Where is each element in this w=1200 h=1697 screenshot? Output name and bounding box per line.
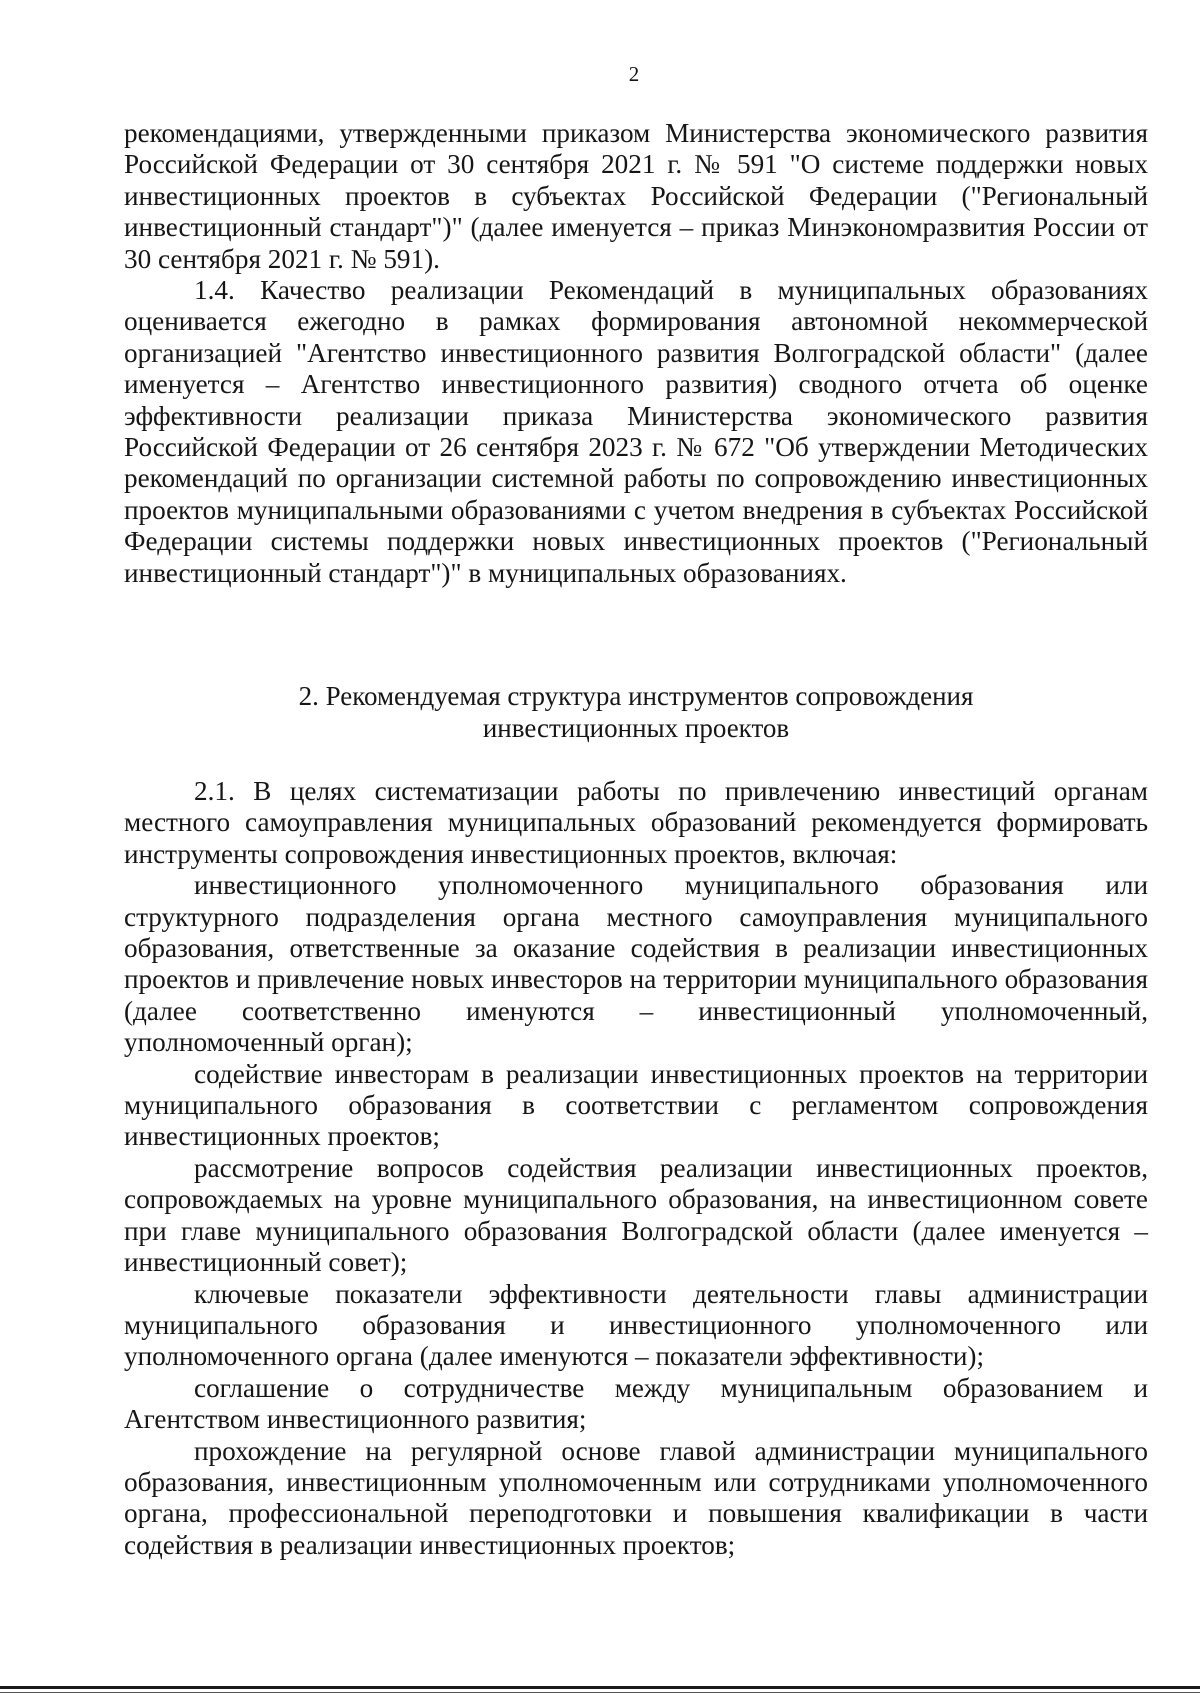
list-item-cooperation-agreement: соглашение о сотрудничестве между муниципальным образованием и Агентством инвестиционного развития; — [124, 1372, 1148, 1435]
list-item-investment-commissioner: инвестиционного уполномоченного муниципального образования или структурного подразделения органа местного самоуправления муниципального образования, ответственные за оказание содействия в реализации инвестиционных проектов и привлечение новых инвесторов на территории муниципального образования (далее соответственно именуются – инвестиционный уполномоченный, уполномоченный орган); — [124, 870, 1148, 1058]
bottom-border-line — [0, 1686, 1200, 1689]
paragraph-2-1: 2.1. В целях систематизации работы по привлечению инвестиций органам местного самоуправления муниципальных образований рекомендуется формировать инструменты сопровождения инвестиционных проектов, включая: — [124, 776, 1148, 869]
paragraph-continuation: рекомендациями, утвержденными приказом Министерства экономического развития Российской Федерации от 30 сентября 2021 г. № 591 "О системе поддержки новых инвестиционных проектов в субъектах Российской Федерации ("Региональный инвестиционный стандарт")" (далее именуется – приказ Минэкономразвития России от 30 сентября 2021 г. № 591). — [124, 118, 1148, 274]
list-item-investor-assistance: содействие инвесторам в реализации инвестиционных проектов на территории муниципального образования в соответствии с регламентом сопровождения инвестиционных проектов; — [124, 1058, 1148, 1152]
list-item-investment-council: рассмотрение вопросов содействия реализации инвестиционных проектов, сопровождаемых на уровне муниципального образования, на инвестиционном совете при главе муниципального образования Волгоградской области (далее именуется – инвестиционный совет); — [124, 1152, 1148, 1278]
section-heading-line-2: инвестиционных проектов — [482, 713, 790, 743]
list-item-professional-training: прохождение на регулярной основе главой администрации муниципального образования, инвестиционным уполномоченным или сотрудниками уполномоченного органа, профессиональной переподготовки и повышения квалификации в части содействия в реализации инвестиционных проектов; — [124, 1435, 1148, 1560]
section-heading — [124, 680, 1148, 744]
section-2-text — [124, 776, 1148, 1561]
intro-text — [124, 118, 1148, 589]
list-item-performance-indicators: ключевые показатели эффективности деятельности главы администрации муниципального образования и инвестиционного уполномоченного или уполномоченного органа (далее именуются – показатели эффективности); — [124, 1278, 1148, 1372]
section-heading-line-1: 2. Рекомендуемая структура инструментов сопровождения — [298, 681, 974, 711]
paragraph-1-4: 1.4. Качество реализации Рекомендаций в муниципальных образованиях оценивается ежегодно в рамках формирования автономной некоммерческой организацией "Агентство инвестиционного развития Волгоградской области" (далее именуется – Агентство инвестиционного развития) сводного отчета об оценке эффективности реализации приказа Министерства экономического развития Российской Федерации от 26 сентября 2023 г. № 672 "Об утверждении Методических рекомендаций по организации системной работы по сопровождению инвестиционных проектов муниципальными образованиями с учетом внедрения в субъектах Российской Федерации системы поддержки новых инвестиционных проектов ("Региональный инвестиционный стандарт")" в муниципальных образованиях. — [124, 275, 1148, 588]
page-number: 2 — [628, 62, 640, 86]
bottom-border-line-thin — [0, 1692, 1200, 1693]
